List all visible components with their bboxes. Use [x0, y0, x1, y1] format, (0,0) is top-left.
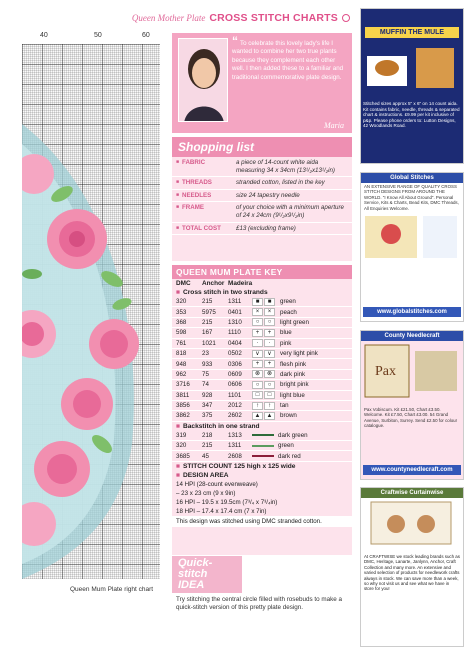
key-row: 3856 347 2012 ↑ ↑ tan — [172, 401, 352, 411]
quote-mark: “ — [232, 34, 238, 48]
key-title: QUEEN MUM PLATE KEY — [172, 265, 352, 279]
stitch-symbol: ↑ — [264, 402, 275, 410]
thread-color-name: brown — [280, 412, 297, 420]
backstitch-row: 319 218 1313 dark green — [172, 431, 352, 441]
ad-banner: Craftwise Curtainwise — [361, 488, 463, 498]
backstitch-line-swatch — [252, 434, 274, 436]
backstitch-rows — [172, 431, 352, 462]
shopping-row: ■ THREADS stranded cotton, listed in the key — [172, 177, 352, 190]
sun-icon — [342, 14, 350, 22]
key-columns: DMC Anchor Madeira — [176, 280, 253, 287]
ad-craftwise[interactable] — [360, 487, 464, 647]
series-title: Queen Mother Plate — [131, 13, 206, 23]
thread-color-name: dark green — [278, 431, 308, 439]
key-row: 353 5975 0401 × × peach — [172, 307, 352, 317]
chart-caption: Queen Mum Plate right chart — [70, 586, 154, 593]
key-row: 598 167 1110 + + blue — [172, 328, 352, 338]
key-row: 761 1021 0404 · · pink — [172, 339, 352, 349]
shopping-list-title: Shopping list — [172, 137, 352, 157]
ad-banner: County Needlecraft — [361, 331, 463, 341]
quick-stitch-title: Quick-stitch IDEA — [172, 556, 242, 593]
key-row: 818 23 0502 ∨ ∨ very light pink — [172, 349, 352, 359]
ad-text: At CRAFTWISE we stock leading brands such as DMC, Heritage, Lanarte, Janlynn, Anchor, Craft Collection and many more. An extensive and varied selection of products for needlework crafts always in stock. We can save more than a week, so why not visit us and see what we have in store for you! — [364, 554, 460, 592]
thread-color-name: very light pink — [280, 350, 318, 358]
chart-artwork — [22, 44, 160, 579]
key-row: 3716 74 0606 ○ ○ bright pink — [172, 380, 352, 390]
intro-text — [232, 34, 348, 82]
shopping-row: ■ NEEDLES size 24 tapestry needle — [172, 190, 352, 203]
quick-stitch-text: Try stitching the central circle filled with rosebuds to make a quick-stitch version of this pretty plate design. — [176, 596, 343, 611]
design-area-line: 14 HPI (28-count evenweave) — [176, 480, 258, 488]
ad-link[interactable]: www.countyneedlecraft.com — [363, 465, 461, 475]
stitch-symbol: + — [264, 329, 275, 337]
svg-text:Pax: Pax — [375, 364, 396, 379]
ad-muffin-the-mule[interactable] — [360, 8, 464, 164]
sampler-image — [361, 341, 461, 401]
stitch-symbol: ↑ — [252, 402, 263, 410]
backstitch-row: 320 215 1311 green — [172, 441, 352, 451]
stitch-symbol: ∨ — [264, 350, 275, 358]
stitch-symbol: · — [264, 339, 275, 347]
design-area-line: 18 HPI – 17.4 x 17.4 cm (7 x 7in) — [176, 507, 267, 515]
stitch-symbol: + — [264, 360, 275, 368]
stitch-symbol: ⊗ — [264, 370, 275, 378]
stitch-symbol: · — [252, 339, 263, 347]
ad-text: Pax Vobiscum. Kit £21.50, Chart £3.50. Welcome. Kit £7.50, Chart £3.00. 54 Grand Avenue, Surbiton, Surrey. Send £2.50 for colour catalogue. — [364, 407, 458, 429]
stitch-symbol: ⊗ — [252, 370, 263, 378]
thread-color-name: green — [280, 298, 296, 306]
thread-color-name: pink — [280, 339, 292, 347]
stitch-design-image — [361, 212, 461, 262]
thread-color-name: dark red — [278, 452, 301, 460]
mule-puppet-image — [361, 42, 461, 94]
stitch-symbol: ○ — [264, 318, 275, 326]
quick-stitch-idea — [172, 556, 352, 614]
designer-portrait — [178, 38, 228, 122]
ad-county-needlecraft[interactable] — [360, 330, 464, 480]
thread-color-name: light blue — [280, 391, 305, 399]
stitch-symbol: × — [252, 308, 263, 316]
intro-paragraph: To celebrate this lovely lady's life I wanted to combine her two true plants because they complement each other well. I then added these to a familiar and traditional commemorative plate design. — [232, 40, 344, 81]
thread-key — [172, 265, 352, 555]
stitch-symbol: ∨ — [252, 350, 263, 358]
ad-link[interactable]: www.globalstitches.com — [363, 307, 461, 317]
designer-signature: Maria — [324, 121, 344, 130]
chart-ruler-top — [22, 30, 160, 44]
key-row: 962 75 0609 ⊗ ⊗ dark pink — [172, 370, 352, 380]
ruler-label: 50 — [94, 32, 102, 39]
backstitch-label: ■ Backstitch in one strand — [176, 422, 260, 430]
ad-global-stitches[interactable] — [360, 172, 464, 322]
thread-color-name: peach — [280, 308, 297, 316]
shopping-row: ■ FABRIC a piece of 14-count white aida measuring 34 x 34cm (13¹/₂x13¹/₂in) — [172, 157, 352, 177]
stitch-symbol: ■ — [264, 298, 275, 306]
stitch-symbol: ▲ — [264, 412, 275, 420]
backstitch-line-swatch — [252, 455, 274, 457]
stitch-symbol: ▲ — [252, 412, 263, 420]
design-area-label: ■ DESIGN AREA — [176, 471, 229, 479]
chart-ruler-left — [4, 44, 22, 579]
thread-color-name: green — [278, 442, 294, 450]
ad-banner: Global Stitches — [361, 173, 463, 183]
stitch-symbol: + — [252, 329, 263, 337]
cross-stitch-label: ■ Cross stitch in two strands — [176, 289, 268, 296]
ruler-label: 40 — [40, 32, 48, 39]
thread-color-name: tan — [280, 402, 289, 410]
key-rows — [172, 297, 352, 422]
design-area-line: – 23 x 23 cm (9 x 9in) — [176, 489, 236, 497]
thread-color-name: dark pink — [280, 370, 306, 378]
stitch-symbol: ○ — [252, 381, 263, 389]
key-row: 368 215 1310 ○ ○ light green — [172, 318, 352, 328]
shopping-row: ■ FRAME of your choice with a minimum aperture of 24 x 24cm (9¹/₂x9¹/₂in) — [172, 202, 352, 222]
stitch-symbol: + — [252, 360, 263, 368]
ad-text: Stitched sizes approx 5" x 6" on 14 count aida. Kit contains fabric, needle, threads & separated chart & instructions. £9.99 per kit inclusive of p&p. Please phone orders to: Lutton Designs, 42 Woodlands Road. — [363, 101, 460, 129]
ruler-label: 60 — [142, 32, 150, 39]
ad-title: MUFFIN THE MULE — [365, 27, 459, 38]
section-title: CROSS STITCH CHARTS — [209, 12, 338, 24]
stitch-symbol: ■ — [252, 298, 263, 306]
stitch-symbol: × — [264, 308, 275, 316]
shopping-row: ■ TOTAL COST £13 (excluding frame) — [172, 223, 352, 236]
backstitch-row: 3685 45 2608 dark red — [172, 451, 352, 461]
intro-box — [172, 33, 352, 133]
key-note: This design was stitched using DMC stranded cotton. — [172, 516, 352, 527]
stitch-symbol: □ — [264, 391, 275, 399]
shopping-list — [172, 137, 352, 261]
stitch-symbol: ○ — [252, 318, 263, 326]
design-area-line: 16 HPI – 19.5 x 19.5cm (7³/₄ x 7³/₄in) — [176, 498, 278, 506]
bears-design-image — [361, 498, 461, 548]
key-row: 3811 928 1101 □ □ light blue — [172, 391, 352, 401]
stitch-count: ■ STITCH COUNT 125 high x 125 wide — [176, 462, 296, 470]
cross-stitch-chart — [22, 44, 160, 579]
thread-color-name: blue — [280, 329, 292, 337]
key-row: 948 933 0306 + + flesh pink — [172, 359, 352, 369]
backstitch-line-swatch — [252, 445, 274, 447]
thread-color-name: bright pink — [280, 381, 309, 389]
key-row: 3862 375 2602 ▲ ▲ brown — [172, 411, 352, 421]
ad-text: AN EXTENSIVE RANGE OF QUALITY CROSS STITCH DESIGNS FROM AROUND THE WORLD. "I Know All About Ground". Personal Service, Kits & Charts, Bead Kits, DMC Threads, All Enquiries Welcome. — [364, 184, 459, 211]
thread-color-name: flesh pink — [280, 360, 307, 368]
stitch-symbol: □ — [252, 391, 263, 399]
stitch-symbol: ○ — [264, 381, 275, 389]
thread-color-name: light green — [280, 318, 309, 326]
key-row: 320 215 1311 ■ ■ green — [172, 297, 352, 307]
page-header — [118, 9, 350, 27]
